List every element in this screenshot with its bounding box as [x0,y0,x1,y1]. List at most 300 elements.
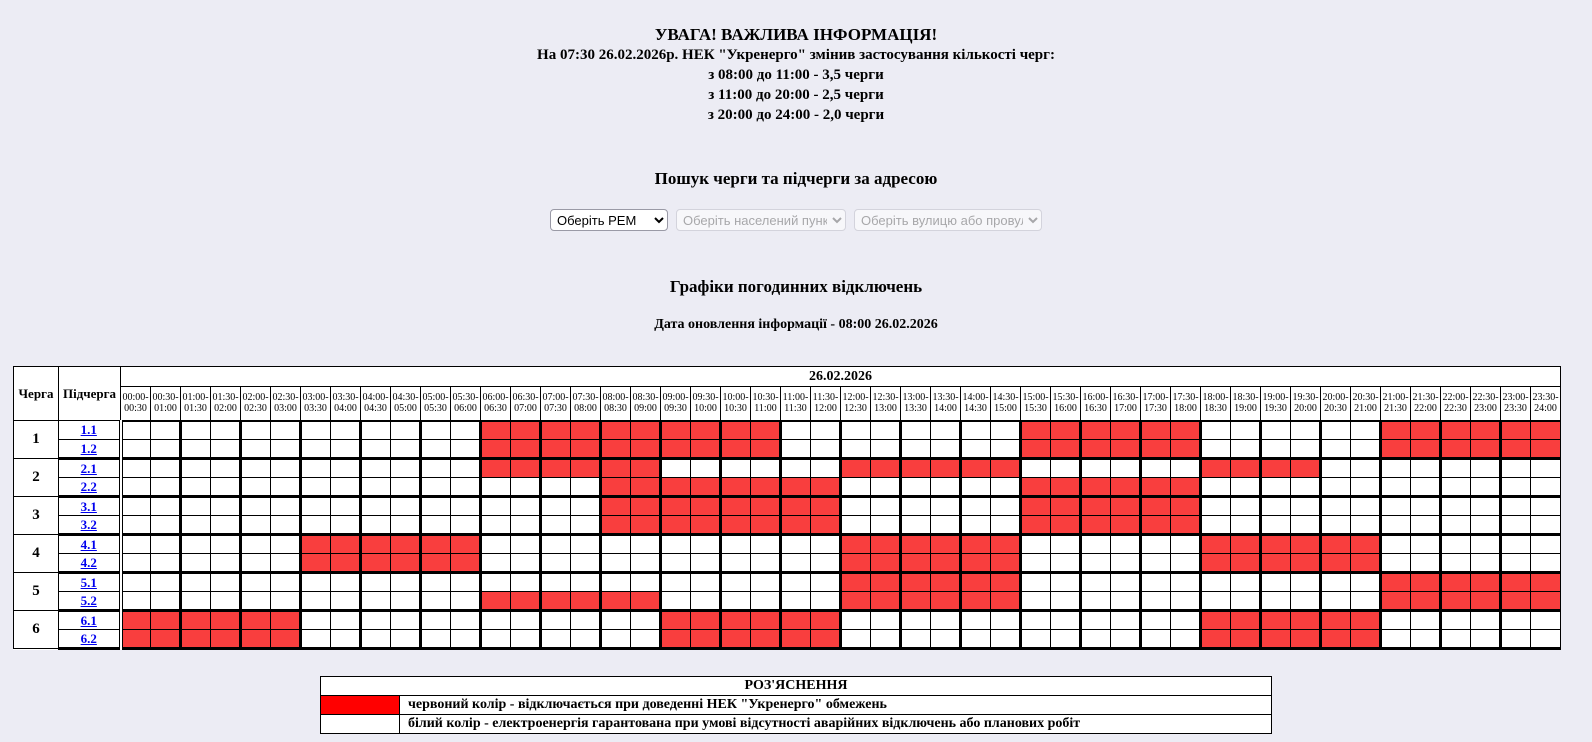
slot-cell-6.1-06:30 [511,611,541,630]
slot-cell-6.2-05:00 [421,630,451,649]
slot-cell-3.1-15:30 [1051,497,1081,516]
slot-cell-3.2-03:30 [331,516,361,535]
slot-cell-6.2-13:30 [931,630,961,649]
subqueue-link-6.1[interactable]: 6.1 [80,612,97,628]
slot-cell-4.1-10:00 [721,535,751,554]
slot-cell-3.1-16:30 [1111,497,1141,516]
schedule-row-6.2 [14,630,1561,649]
slot-cell-5.2-16:30 [1111,592,1141,611]
time-slot-header: 07:00- 07:30 [541,387,571,421]
slot-cell-5.2-07:30 [571,592,601,611]
time-slot-header: 17:00- 17:30 [1141,387,1171,421]
slot-cell-6.1-22:30 [1471,611,1501,630]
slot-cell-4.2-19:30 [1291,554,1321,573]
slot-cell-1.2-17:30 [1171,440,1201,459]
time-slot-header: 11:30- 12:00 [811,387,841,421]
slot-cell-6.2-22:00 [1441,630,1471,649]
slot-cell-1.2-08:30 [631,440,661,459]
slot-cell-6.1-13:00 [901,611,931,630]
announcement-line: На 07:30 26.02.2026р. НЕК "Укренерго" змінив застосування кількості черг: [537,47,1055,63]
subqueue-cell [59,440,121,459]
slot-cell-5.2-02:00 [241,592,271,611]
slot-cell-2.1-19:30 [1291,459,1321,478]
slot-cell-2.1-06:30 [511,459,541,478]
queue-column-header: Черга [14,367,59,421]
slot-cell-1.2-12:30 [871,440,901,459]
slot-cell-5.2-00:00 [121,592,151,611]
slot-cell-4.2-18:00 [1201,554,1231,573]
announcement-line: з 08:00 до 11:00 - 3,5 черги [708,67,884,83]
slot-cell-3.2-08:30 [631,516,661,535]
slot-cell-5.2-15:00 [1021,592,1051,611]
subqueue-link-6.2[interactable]: 6.2 [80,630,97,646]
slot-cell-2.2-00:30 [151,478,181,497]
subqueue-link-3.2[interactable]: 3.2 [80,516,97,532]
slot-cell-6.1-19:30 [1291,611,1321,630]
slot-cell-6.2-12:30 [871,630,901,649]
time-slot-header: 05:00- 05:30 [421,387,451,421]
slot-cell-4.1-03:00 [301,535,331,554]
subqueue-cell [59,535,121,554]
queue-cell-1: 1 [14,421,59,459]
slot-cell-1.1-10:30 [751,421,781,440]
slot-cell-5.1-05:30 [451,573,481,592]
slot-cell-6.2-17:00 [1141,630,1171,649]
subqueue-link-2.1[interactable]: 2.1 [80,460,97,476]
slot-cell-3.1-09:30 [691,497,721,516]
subqueue-link-2.2[interactable]: 2.2 [80,478,97,494]
slot-cell-4.1-10:30 [751,535,781,554]
slot-cell-3.1-16:00 [1081,497,1111,516]
slot-cell-3.2-01:30 [211,516,241,535]
slot-cell-3.1-18:00 [1201,497,1231,516]
slot-cell-5.1-05:00 [421,573,451,592]
slot-cell-2.2-16:00 [1081,478,1111,497]
slot-cell-4.1-06:00 [481,535,511,554]
slot-cell-3.2-18:30 [1231,516,1261,535]
slot-cell-6.2-04:00 [361,630,391,649]
slot-cell-1.2-23:00 [1501,440,1531,459]
slot-cell-3.2-16:30 [1111,516,1141,535]
slot-cell-1.2-18:30 [1231,440,1261,459]
slot-cell-1.1-01:30 [211,421,241,440]
legend-title: РОЗ'ЯСНЕННЯ [321,677,1272,696]
slot-cell-5.2-23:30 [1531,592,1561,611]
slot-cell-1.1-05:00 [421,421,451,440]
slot-cell-3.2-13:00 [901,516,931,535]
time-slot-header: 12:00- 12:30 [841,387,871,421]
slot-cell-2.2-06:30 [511,478,541,497]
slot-cell-2.1-01:00 [181,459,211,478]
slot-cell-6.1-03:30 [331,611,361,630]
slot-cell-5.1-22:00 [1441,573,1471,592]
slot-cell-1.2-09:30 [691,440,721,459]
slot-cell-6.2-19:00 [1261,630,1291,649]
slot-cell-2.1-03:30 [331,459,361,478]
slot-cell-1.1-03:00 [301,421,331,440]
slot-cell-3.1-09:00 [661,497,691,516]
slot-cell-5.1-03:00 [301,573,331,592]
slot-cell-5.2-20:30 [1351,592,1381,611]
schedule-row-2.1 [14,459,1561,478]
settlement-select[interactable] [676,209,846,231]
slot-cell-6.1-23:30 [1531,611,1561,630]
slot-cell-2.2-20:30 [1351,478,1381,497]
slot-cell-4.2-18:30 [1231,554,1261,573]
slot-cell-1.2-00:00 [121,440,151,459]
slot-cell-2.1-07:00 [541,459,571,478]
slot-cell-6.2-11:00 [781,630,811,649]
slot-cell-3.1-00:30 [151,497,181,516]
slot-cell-4.1-07:30 [571,535,601,554]
slot-cell-5.2-22:30 [1471,592,1501,611]
slot-cell-5.1-18:30 [1231,573,1261,592]
slot-cell-2.2-21:00 [1381,478,1411,497]
slot-cell-4.2-00:00 [121,554,151,573]
slot-cell-4.1-00:00 [121,535,151,554]
slot-cell-1.1-08:30 [631,421,661,440]
slot-cell-5.1-06:30 [511,573,541,592]
slot-cell-6.2-15:30 [1051,630,1081,649]
slot-cell-6.2-08:30 [631,630,661,649]
slot-cell-6.2-16:00 [1081,630,1111,649]
slot-cell-5.1-21:30 [1411,573,1441,592]
slot-cell-1.2-02:30 [271,440,301,459]
slot-cell-2.2-11:30 [811,478,841,497]
slot-cell-3.2-22:30 [1471,516,1501,535]
slot-cell-3.1-01:30 [211,497,241,516]
slot-cell-2.2-17:30 [1171,478,1201,497]
time-slot-header: 16:00- 16:30 [1081,387,1111,421]
slot-cell-5.1-03:30 [331,573,361,592]
slot-cell-5.1-12:30 [871,573,901,592]
slot-cell-6.1-09:00 [661,611,691,630]
slot-cell-3.2-23:30 [1531,516,1561,535]
slot-cell-1.1-23:00 [1501,421,1531,440]
slot-cell-1.2-10:00 [721,440,751,459]
slot-cell-6.1-16:30 [1111,611,1141,630]
slot-cell-3.2-03:00 [301,516,331,535]
slot-cell-1.1-02:30 [271,421,301,440]
slot-cell-6.1-06:00 [481,611,511,630]
slot-cell-4.2-13:30 [931,554,961,573]
slot-cell-6.2-02:00 [241,630,271,649]
subqueue-link-1.1[interactable]: 1.1 [80,422,97,437]
subqueue-link-4.1[interactable]: 4.1 [80,536,97,552]
slot-cell-1.1-12:30 [871,421,901,440]
slot-cell-6.1-15:30 [1051,611,1081,630]
time-slot-header: 23:00- 23:30 [1501,387,1531,421]
slot-cell-1.2-02:00 [241,440,271,459]
slot-cell-2.2-08:00 [601,478,631,497]
slot-cell-6.1-08:30 [631,611,661,630]
slot-cell-2.2-22:30 [1471,478,1501,497]
slot-cell-5.2-17:30 [1171,592,1201,611]
slot-cell-3.2-00:30 [151,516,181,535]
slot-cell-1.1-06:30 [511,421,541,440]
subqueue-link-1.2[interactable]: 1.2 [80,440,97,456]
time-slot-header: 19:00- 19:30 [1261,387,1291,421]
subqueue-link-5.2[interactable]: 5.2 [80,592,97,608]
slot-cell-1.2-04:30 [391,440,421,459]
slot-cell-1.1-21:30 [1411,421,1441,440]
time-slot-header: 04:00- 04:30 [361,387,391,421]
slot-cell-3.1-14:00 [961,497,991,516]
time-slot-header: 18:00- 18:30 [1201,387,1231,421]
slot-cell-3.1-23:30 [1531,497,1561,516]
slot-cell-6.1-20:00 [1321,611,1351,630]
slot-cell-6.1-21:00 [1381,611,1411,630]
slot-cell-6.1-17:00 [1141,611,1171,630]
slot-cell-1.2-22:00 [1441,440,1471,459]
slot-cell-5.2-08:00 [601,592,631,611]
slot-cell-3.2-00:00 [121,516,151,535]
slot-cell-3.2-13:30 [931,516,961,535]
slot-cell-5.2-04:00 [361,592,391,611]
slot-cell-1.2-17:00 [1141,440,1171,459]
slot-cell-4.2-19:00 [1261,554,1291,573]
slot-cell-1.1-00:30 [151,421,181,440]
slot-cell-1.2-16:30 [1111,440,1141,459]
slot-cell-1.1-12:00 [841,421,871,440]
slot-cell-6.2-20:00 [1321,630,1351,649]
slot-cell-4.2-08:00 [601,554,631,573]
slot-cell-5.1-16:00 [1081,573,1111,592]
slot-cell-5.1-04:00 [361,573,391,592]
slot-cell-2.1-10:00 [721,459,751,478]
slot-cell-1.1-20:30 [1351,421,1381,440]
slot-cell-4.1-07:00 [541,535,571,554]
slot-cell-1.1-02:00 [241,421,271,440]
subqueue-cell [59,421,121,440]
time-slot-header: 15:00- 15:30 [1021,387,1051,421]
slot-cell-6.2-14:00 [961,630,991,649]
slot-cell-6.2-22:30 [1471,630,1501,649]
slot-cell-3.1-12:00 [841,497,871,516]
slot-cell-5.2-23:00 [1501,592,1531,611]
slot-cell-5.2-07:00 [541,592,571,611]
slot-cell-5.1-07:00 [541,573,571,592]
slot-cell-6.1-14:30 [991,611,1021,630]
slot-cell-3.2-04:00 [361,516,391,535]
slot-cell-2.1-19:00 [1261,459,1291,478]
slot-cell-4.1-12:30 [871,535,901,554]
legend-swatch-white [321,715,400,734]
slot-cell-2.2-07:00 [541,478,571,497]
time-header-row [14,387,1561,421]
slot-cell-2.1-13:00 [901,459,931,478]
slot-cell-2.2-01:30 [211,478,241,497]
address-search [0,209,1592,231]
slot-cell-2.2-23:30 [1531,478,1561,497]
slot-cell-5.2-10:30 [751,592,781,611]
slot-cell-5.1-14:30 [991,573,1021,592]
slot-cell-1.1-13:00 [901,421,931,440]
slot-cell-4.2-12:30 [871,554,901,573]
queue-cell-3: 3 [14,497,59,535]
slot-cell-4.2-10:00 [721,554,751,573]
slot-cell-2.2-18:30 [1231,478,1261,497]
slot-cell-6.1-22:00 [1441,611,1471,630]
slot-cell-3.1-15:00 [1021,497,1051,516]
slot-cell-5.2-10:00 [721,592,751,611]
slot-cell-2.1-12:30 [871,459,901,478]
slot-cell-2.2-04:00 [361,478,391,497]
slot-cell-6.1-04:30 [391,611,421,630]
slot-cell-2.2-00:00 [121,478,151,497]
slot-cell-4.2-16:00 [1081,554,1111,573]
slot-cell-4.2-12:00 [841,554,871,573]
slot-cell-3.2-12:30 [871,516,901,535]
schedule-heading: Графіки погодинних відключень [669,277,923,296]
slot-cell-2.2-12:00 [841,478,871,497]
slot-cell-6.1-02:00 [241,611,271,630]
slot-cell-3.1-00:00 [121,497,151,516]
slot-cell-5.2-12:00 [841,592,871,611]
slot-cell-1.2-12:00 [841,440,871,459]
slot-cell-4.1-22:00 [1441,535,1471,554]
slot-cell-6.2-21:00 [1381,630,1411,649]
rem-select[interactable] [550,209,668,231]
slot-cell-2.1-13:30 [931,459,961,478]
slot-cell-6.2-09:00 [661,630,691,649]
slot-cell-3.1-13:00 [901,497,931,516]
schedule-row-5.2 [14,592,1561,611]
slot-cell-5.1-09:00 [661,573,691,592]
slot-cell-5.1-00:30 [151,573,181,592]
slot-cell-2.2-13:00 [901,478,931,497]
slot-cell-3.2-19:00 [1261,516,1291,535]
slot-cell-5.2-14:30 [991,592,1021,611]
slot-cell-4.2-21:30 [1411,554,1441,573]
subqueue-link-4.2[interactable]: 4.2 [80,554,97,570]
time-slot-header: 16:30- 17:00 [1111,387,1141,421]
slot-cell-6.1-15:00 [1021,611,1051,630]
slot-cell-3.1-19:30 [1291,497,1321,516]
time-slot-header: 06:00- 06:30 [481,387,511,421]
slot-cell-2.1-17:00 [1141,459,1171,478]
schedule-row-4.1 [14,535,1561,554]
legend-swatch-red [321,696,400,715]
slot-cell-5.2-04:30 [391,592,421,611]
time-slot-header: 09:30- 10:00 [691,387,721,421]
slot-cell-2.1-23:00 [1501,459,1531,478]
slot-cell-1.1-22:00 [1441,421,1471,440]
slot-cell-6.1-12:00 [841,611,871,630]
slot-cell-4.1-11:30 [811,535,841,554]
slot-cell-1.2-03:00 [301,440,331,459]
slot-cell-2.2-02:00 [241,478,271,497]
slot-cell-1.2-08:00 [601,440,631,459]
slot-cell-1.2-00:30 [151,440,181,459]
slot-cell-1.1-20:00 [1321,421,1351,440]
slot-cell-1.2-05:30 [451,440,481,459]
slot-cell-1.1-07:00 [541,421,571,440]
slot-cell-6.2-12:00 [841,630,871,649]
time-slot-header: 00:30- 01:00 [151,387,181,421]
slot-cell-4.2-20:30 [1351,554,1381,573]
slot-cell-4.2-23:00 [1501,554,1531,573]
schedule-row-3.2 [14,516,1561,535]
schedule-row-4.2 [14,554,1561,573]
slot-cell-6.1-02:30 [271,611,301,630]
slot-cell-6.1-18:00 [1201,611,1231,630]
slot-cell-6.1-23:00 [1501,611,1531,630]
slot-cell-1.1-17:30 [1171,421,1201,440]
slot-cell-6.1-05:30 [451,611,481,630]
slot-cell-4.1-00:30 [151,535,181,554]
slot-cell-2.2-20:00 [1321,478,1351,497]
slot-cell-5.2-18:30 [1231,592,1261,611]
slot-cell-4.1-22:30 [1471,535,1501,554]
slot-cell-2.2-14:30 [991,478,1021,497]
slot-cell-1.2-01:00 [181,440,211,459]
slot-cell-2.2-12:30 [871,478,901,497]
street-select[interactable] [854,209,1042,231]
slot-cell-1.2-22:30 [1471,440,1501,459]
slot-cell-1.1-08:00 [601,421,631,440]
slot-cell-4.1-17:30 [1171,535,1201,554]
subqueue-link-5.1[interactable]: 5.1 [80,574,97,590]
slot-cell-6.1-12:30 [871,611,901,630]
subqueue-cell [59,611,121,630]
time-slot-header: 08:00- 08:30 [601,387,631,421]
slot-cell-5.2-20:00 [1321,592,1351,611]
announcement-block [0,24,1592,125]
slot-cell-2.1-15:00 [1021,459,1051,478]
slot-cell-5.1-17:30 [1171,573,1201,592]
legend-text: білий колір - електроенергія гарантована при умові відсутності аварійних відключень або планових робіт [400,715,1272,734]
slot-cell-5.2-19:00 [1261,592,1291,611]
slot-cell-3.1-22:00 [1441,497,1471,516]
slot-cell-5.1-09:30 [691,573,721,592]
schedule-row-1.2 [14,440,1561,459]
slot-cell-3.2-14:30 [991,516,1021,535]
slot-cell-2.1-20:30 [1351,459,1381,478]
schedule-row-2.2 [14,478,1561,497]
slot-cell-2.1-02:00 [241,459,271,478]
slot-cell-4.1-09:00 [661,535,691,554]
slot-cell-5.2-22:00 [1441,592,1471,611]
slot-cell-4.1-18:30 [1231,535,1261,554]
slot-cell-4.1-15:30 [1051,535,1081,554]
slot-cell-1.1-10:00 [721,421,751,440]
slot-cell-5.2-05:30 [451,592,481,611]
slot-cell-2.2-22:00 [1441,478,1471,497]
slot-cell-5.2-15:30 [1051,592,1081,611]
time-slot-header: 10:00- 10:30 [721,387,751,421]
time-slot-header: 20:30- 21:00 [1351,387,1381,421]
subqueue-cell [59,630,121,649]
slot-cell-2.1-20:00 [1321,459,1351,478]
slot-cell-4.2-09:30 [691,554,721,573]
slot-cell-2.1-12:00 [841,459,871,478]
slot-cell-4.1-13:30 [931,535,961,554]
slot-cell-1.1-07:30 [571,421,601,440]
slot-cell-6.1-13:30 [931,611,961,630]
time-slot-header: 17:30- 18:00 [1171,387,1201,421]
slot-cell-5.1-10:30 [751,573,781,592]
slot-cell-1.1-23:30 [1531,421,1561,440]
slot-cell-4.1-06:30 [511,535,541,554]
slot-cell-6.2-19:30 [1291,630,1321,649]
search-heading: Пошук черги та підчерги за адресою [654,169,938,188]
subqueue-link-3.1[interactable]: 3.1 [80,498,97,514]
slot-cell-1.2-18:00 [1201,440,1231,459]
date-header-row [14,367,1561,387]
subqueue-cell [59,516,121,535]
slot-cell-1.2-13:00 [901,440,931,459]
